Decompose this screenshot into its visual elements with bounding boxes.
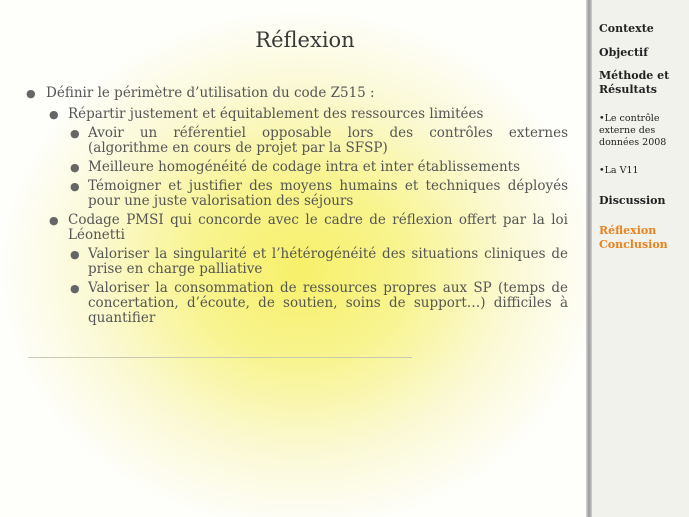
bullet-item	[22, 86, 568, 101]
sidebar-item-controle-externe[interactable]: •Le contrôle externe des données 2008	[599, 113, 667, 148]
bullet-item	[22, 281, 568, 326]
bullet-text: Témoigner et justifier des moyens humains et techniques déployés pour une juste valorisation des séjours	[88, 178, 568, 209]
bullet-text: Avoir un référentiel opposable lors des contrôles externes (algorithme en cours de projet par la SFSP)	[88, 125, 568, 156]
bullet-dot-icon: ●	[70, 180, 80, 193]
sidebar-item-reflexion-conclusion[interactable]: Réflexion Conclusion	[599, 224, 668, 251]
bullet-text: Définir le périmètre d’utilisation du code Z515 :	[46, 85, 375, 101]
bullet-dot-icon: ●	[49, 214, 59, 227]
bullet-dot-icon: ●	[49, 108, 59, 121]
bullet-dot-icon: ●	[70, 161, 80, 174]
bullet-item	[22, 160, 568, 175]
bullet-item	[22, 247, 568, 277]
bullet-list	[22, 86, 568, 330]
bullet-dot-icon: ●	[70, 127, 80, 140]
bullet-item	[22, 213, 568, 243]
bullet-dot-icon: ●	[70, 248, 80, 261]
bullet-dot-icon: ●	[70, 282, 80, 295]
slide-title: Réflexion	[255, 28, 355, 52]
bullet-dot-icon: ●	[26, 87, 36, 100]
sidebar-item-discussion[interactable]: Discussion	[599, 194, 666, 207]
sidebar	[592, 0, 689, 517]
bullet-text: Codage PMSI qui concorde avec le cadre de réflexion offert par la loi Léonetti	[68, 212, 568, 243]
bullet-item	[22, 179, 568, 209]
sidebar-item-contexte[interactable]: Contexte	[599, 22, 654, 35]
bullet-item	[22, 126, 568, 156]
sidebar-item-v11[interactable]: •La V11	[599, 165, 639, 176]
bullet-text: Valoriser la consommation de ressources propres aux SP (temps de concertation, d’écoute, de soutien, soins de support…) difficiles à quantifier	[88, 280, 568, 326]
sidebar-item-methode-resultats[interactable]: Méthode et Résultats	[599, 69, 670, 96]
bullet-item	[22, 107, 568, 122]
bullet-text: Meilleure homogénéité de codage intra et inter établissements	[88, 159, 521, 175]
bullet-text: Répartir justement et équitablement des ressources limitées	[68, 106, 484, 122]
horizontal-divider	[28, 357, 412, 358]
bullet-text: Valoriser la singularité et l’hétérogénéité des situations cliniques de prise en charge palliative	[88, 246, 568, 277]
sidebar-item-objectif[interactable]: Objectif	[599, 46, 648, 59]
